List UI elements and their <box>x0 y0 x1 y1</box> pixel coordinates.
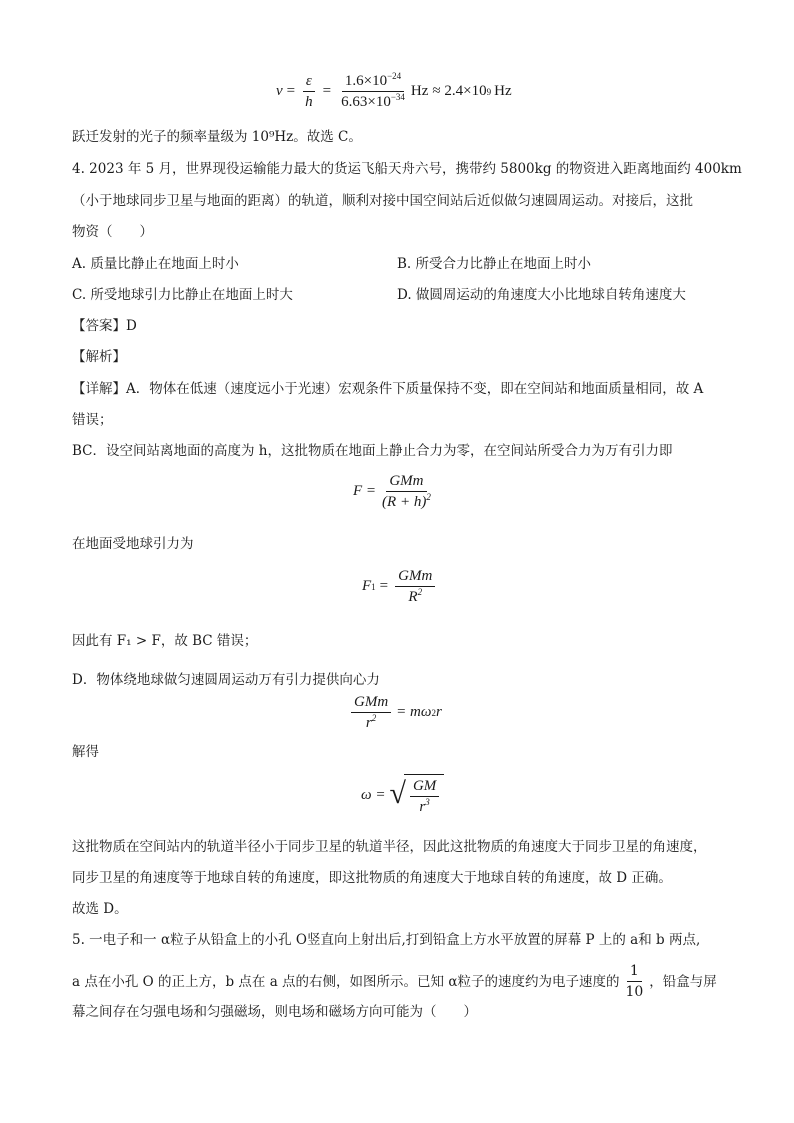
conclusion-line3: 故选 D。 <box>72 901 128 917</box>
eq-symbol-nu: ν <box>276 83 283 99</box>
detail-line2: 错误； <box>72 412 113 428</box>
equation-gravity-orbit: F = $\frac{\text{GMm}}{(R + h)^2}$ <box>353 472 437 511</box>
answer-value: D <box>126 318 137 334</box>
q5-stem-line2: a 点在小孔 O 的正上方，b 点在 a 点的右侧，如图所示。已知 α粒子的速度约为电子速度的 $\frac{1}{10}$ ，铅盒与屏 <box>72 963 717 1000</box>
fraction-numeric: $\frac{1.6\times 10^{-24}}{6.63\times 10^{-34}}$ <box>341 71 405 110</box>
equation-omega: ω = √ $\frac{GM}{r^3}$ <box>361 774 444 816</box>
conclusion-line1: 这批物质在空间站内的轨道半径小于同步卫星的轨道半径，因此这批物质的角速度大于同步卫星的角速度， <box>72 839 707 855</box>
ground-force-text: 在地面受地球引力为 <box>72 536 194 552</box>
fraction-gmm-over-r2: $\frac{\text{GMm}}{R^2}$ <box>395 567 435 606</box>
conclusion-text: 跃迁发射的光子的频率量级为 10⁹Hz。故选 C。 <box>72 129 362 145</box>
fraction-gmm-over-rh2: $\frac{\text{GMm}}{(R + h)^2}$ <box>382 473 431 510</box>
answer-line <box>72 316 137 336</box>
frequency-equation: ν = $\frac{\varepsilon}{h}$ = $\frac{1.6\times 10^{-24}}{6.63\times 10^{-34}}$ Hz ≈ 2.4×10 9 Hz <box>276 71 512 110</box>
fraction-one-tenth: $\frac{1}{10}$ <box>625 963 644 1000</box>
fraction-gmm-over-r-sq: $\frac{\text{GMm}}{r^2}$ <box>351 693 391 732</box>
fraction-epsilon-over-h: $\frac{\varepsilon}{h}$ <box>302 72 316 111</box>
q4-option-b: B. 所受合力比静止在地面上时小 <box>397 256 592 272</box>
equation-centripetal: $\frac{\text{GMm}}{r^2}$ = mω 2 r <box>348 693 442 732</box>
therefore-line: 因此有 F₁ > F，故 BC 错误； <box>72 633 258 649</box>
q5-stem-line1: 5. 一电子和一 α粒子从铅盒上的小孔 O竖直向上射出后,打到铅盒上方水平放置的屏幕 P 上的 a和 b 两点, <box>72 932 701 948</box>
q4-stem-line3: 物资（ ） <box>72 224 153 240</box>
q4-option-c: C. 所受地球引力比静止在地面上时大 <box>72 287 293 303</box>
solve-text: 解得 <box>72 744 99 760</box>
q4-stem-line1: 4. 2023 年 5 月，世界现役运输能力最大的货运飞船天舟六号，携带约 5800kg 的物资进入距离地面约 400km <box>72 161 742 177</box>
q4-option-d: D. 做圆周运动的角速度大小比地球自转角速度大 <box>397 287 686 303</box>
detail-line1: 【详解】A．物体在低速（速度远小于光速）宏观条件下质量保持不变，即在空间站和地面质量相同，故 A <box>72 381 704 397</box>
q5-stem-line3: 幕之间存在匀强电场和匀强磁场，则电场和磁场方向可能为（ ） <box>72 1004 477 1020</box>
square-root: √ $\frac{GM}{r^3}$ <box>389 774 444 816</box>
answer-label: 【答案】 <box>72 318 126 334</box>
equation-gravity-ground: F 1 = $\frac{\text{GMm}}{R^2}$ <box>362 567 438 606</box>
q4-stem-line2: （小于地球同步卫星与地面的距离）的轨道，顺利对接中国空间站后近似做匀速圆周运动。对接后，这批 <box>72 193 693 209</box>
q4-option-a: A. 质量比静止在地面上时小 <box>72 256 239 272</box>
bc-line1: BC．设空间站离地面的高度为 h，这批物质在地面上静止合力为零，在空间站所受合力为万有引力即 <box>72 443 673 459</box>
conclusion-line2: 同步卫星的角速度等于地球自转的角速度，即这批物质的角速度大于地球自转的角速度，故 D 正确。 <box>72 870 672 886</box>
analysis-label: 【解析】 <box>72 349 126 365</box>
d-line1: D．物体绕地球做匀速圆周运动万有引力提供向心力 <box>72 672 380 688</box>
fraction-gm-over-r3: $\frac{GM}{r^3}$ <box>410 777 439 816</box>
